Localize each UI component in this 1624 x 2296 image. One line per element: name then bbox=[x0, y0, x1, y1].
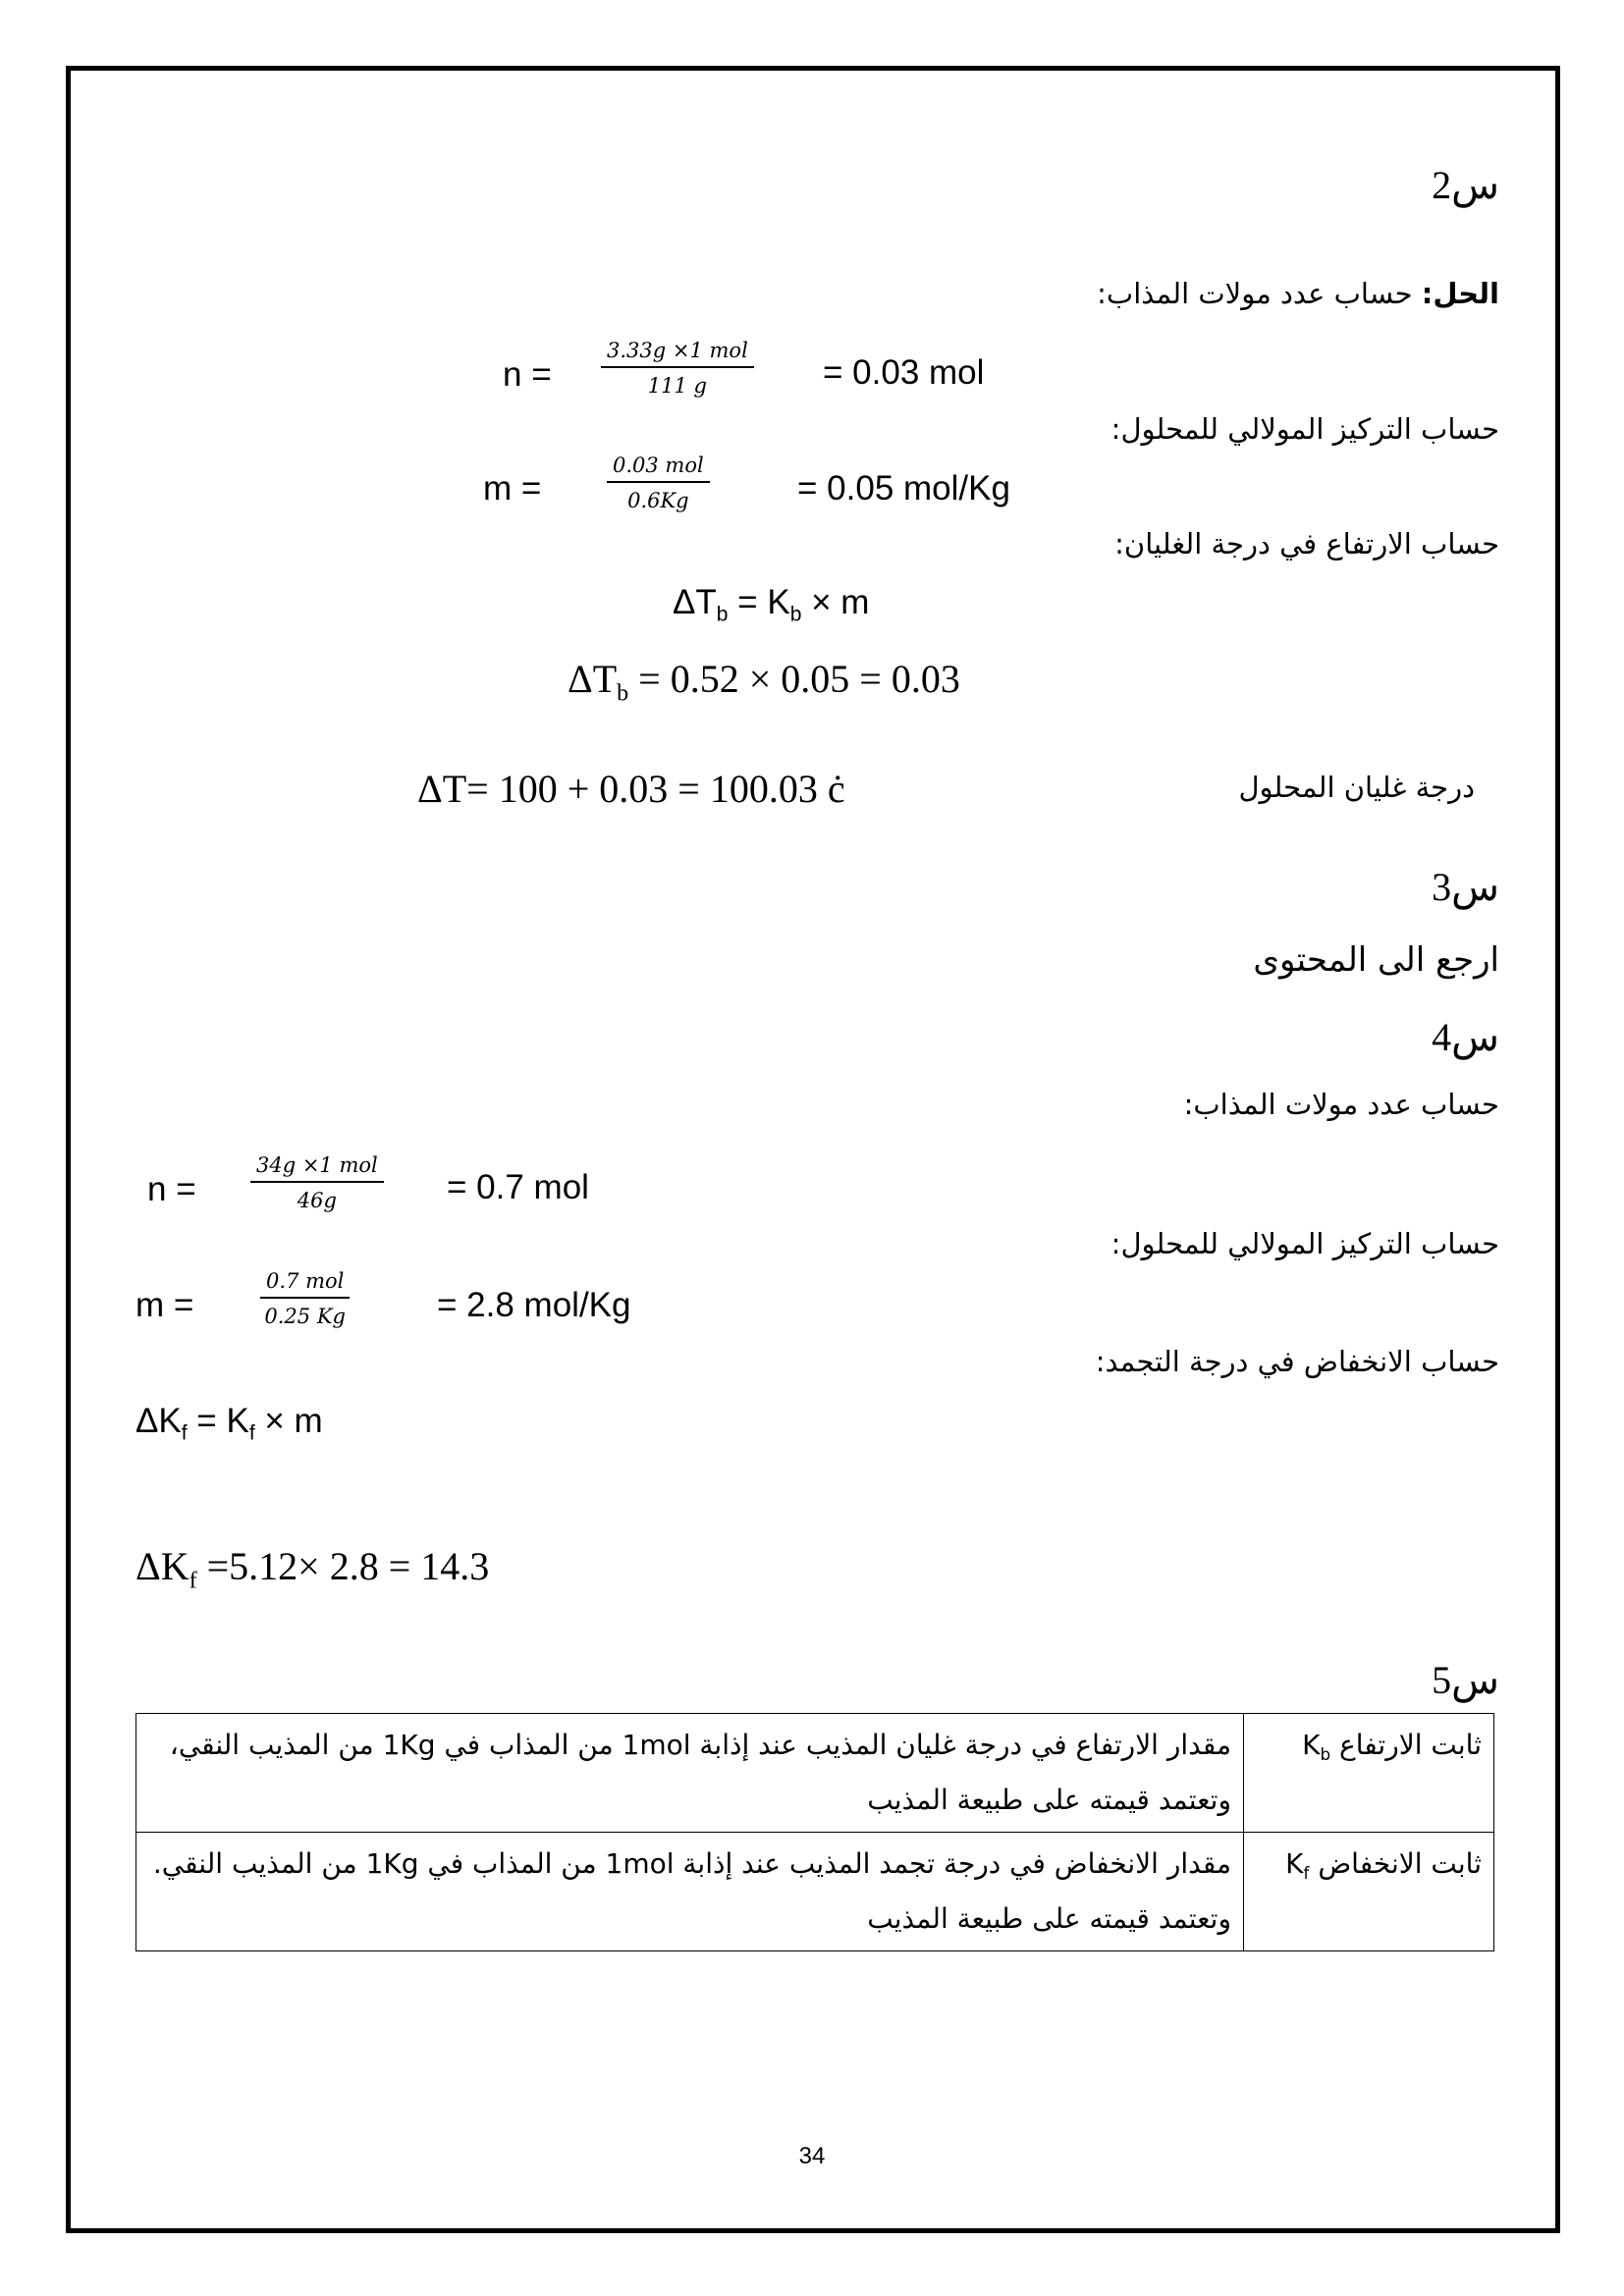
q2-n-lhs: n = bbox=[503, 355, 552, 394]
q4-m-fraction bbox=[260, 1269, 350, 1328]
q2-label: س2 bbox=[1432, 163, 1499, 207]
q4-n-denominator: 46𝑔 bbox=[297, 1189, 337, 1213]
q2-m-numerator: 0.03 𝑚𝑜𝑙 bbox=[607, 454, 710, 483]
table-cell-definition: مقدار الانخفاض في درجة تجمد المذيب عند إذابة 1mol من المذاب في 1Kg من المذيب النقي. وتعتمد قيمته على طبيعة المذيب bbox=[136, 1833, 1244, 1951]
q4-m-numerator: 0.7 𝑚𝑜𝑙 bbox=[260, 1269, 350, 1299]
q4-step3-text: حساب الانخفاض في درجة التجمد: bbox=[1095, 1345, 1499, 1378]
q4-n-numerator: 34𝑔 ×1 𝑚𝑜𝑙 bbox=[250, 1153, 384, 1183]
q4-formula: $\Delta K_f = K_f \times m$ bbox=[135, 1402, 323, 1445]
definitions-table bbox=[135, 1713, 1494, 1951]
q3-text: ارجع الى المحتوى bbox=[1253, 940, 1499, 980]
q4-calculation: $\Delta K_f =5.12\times 2.8 = 14.3$ bbox=[135, 1544, 490, 1594]
q2-step1-text: حساب عدد مولات المذاب: bbox=[1097, 277, 1413, 310]
q2-calculation: $\Delta T_b = 0.52 \times 0.05 = 0.03$ bbox=[568, 657, 960, 707]
q2-step2-text: حساب التركيز المولالي للمحلول: bbox=[1110, 412, 1499, 446]
table-cell-definition: مقدار الارتفاع في درجة غليان المذيب عند إذابة 1mol من المذاب في 1Kg من المذيب النقي، وتعتمد قيمته على طبيعة المذيب bbox=[136, 1714, 1244, 1833]
q4-m-result: = 2.8 mol/Kg bbox=[437, 1286, 631, 1324]
table-row bbox=[136, 1833, 1494, 1951]
q2-n-numerator: 3.33𝑔 ×1 𝑚𝑜𝑙 bbox=[601, 339, 754, 368]
q2-step3-text: حساب الارتفاع في درجة الغليان: bbox=[1114, 527, 1499, 561]
q2-m-result: = 0.05 mol/Kg bbox=[797, 469, 1010, 507]
table-cell-term: ثابت الانخفاض $K_f$ bbox=[1244, 1833, 1494, 1951]
solution-prefix: الحل: bbox=[1421, 277, 1499, 310]
q2-m-denominator: 0.6𝐾𝑔 bbox=[627, 489, 689, 513]
q2-final-label: درجة غليان المحلول bbox=[1238, 771, 1475, 804]
q2-n-denominator: 111 𝑔 bbox=[647, 374, 707, 399]
q2-n-fraction bbox=[601, 339, 754, 398]
q2-m-fraction bbox=[607, 454, 710, 512]
q4-m-lhs: m = bbox=[135, 1286, 194, 1324]
q2-step1-line bbox=[1097, 277, 1499, 310]
q4-n-fraction bbox=[250, 1153, 384, 1212]
q2-m-lhs: m = bbox=[483, 469, 542, 507]
table-cell-term: ثابت الارتفاع $K_b$ bbox=[1244, 1714, 1494, 1833]
q5-label: س5 bbox=[1432, 1658, 1499, 1702]
table-row bbox=[136, 1714, 1494, 1833]
q4-label: س4 bbox=[1432, 1015, 1499, 1059]
q4-n-lhs: n = bbox=[147, 1170, 196, 1208]
q3-label: س3 bbox=[1432, 865, 1499, 909]
q4-step2-text: حساب التركيز المولالي للمحلول: bbox=[1110, 1227, 1499, 1260]
q2-n-result: = 0.03 mol bbox=[823, 353, 985, 392]
q2-final-equation: ΔT= 100 + 0.03 = 100.03 ċ bbox=[417, 767, 845, 811]
page-number: 34 bbox=[798, 2143, 826, 2169]
q2-formula: $\Delta T_b = K_b \times m$ bbox=[673, 583, 870, 626]
q4-step1-text: حساب عدد مولات المذاب: bbox=[1183, 1088, 1499, 1121]
q4-n-result: = 0.7 mol bbox=[447, 1168, 589, 1206]
q4-m-denominator: 0.25 𝐾𝑔 bbox=[264, 1305, 346, 1329]
